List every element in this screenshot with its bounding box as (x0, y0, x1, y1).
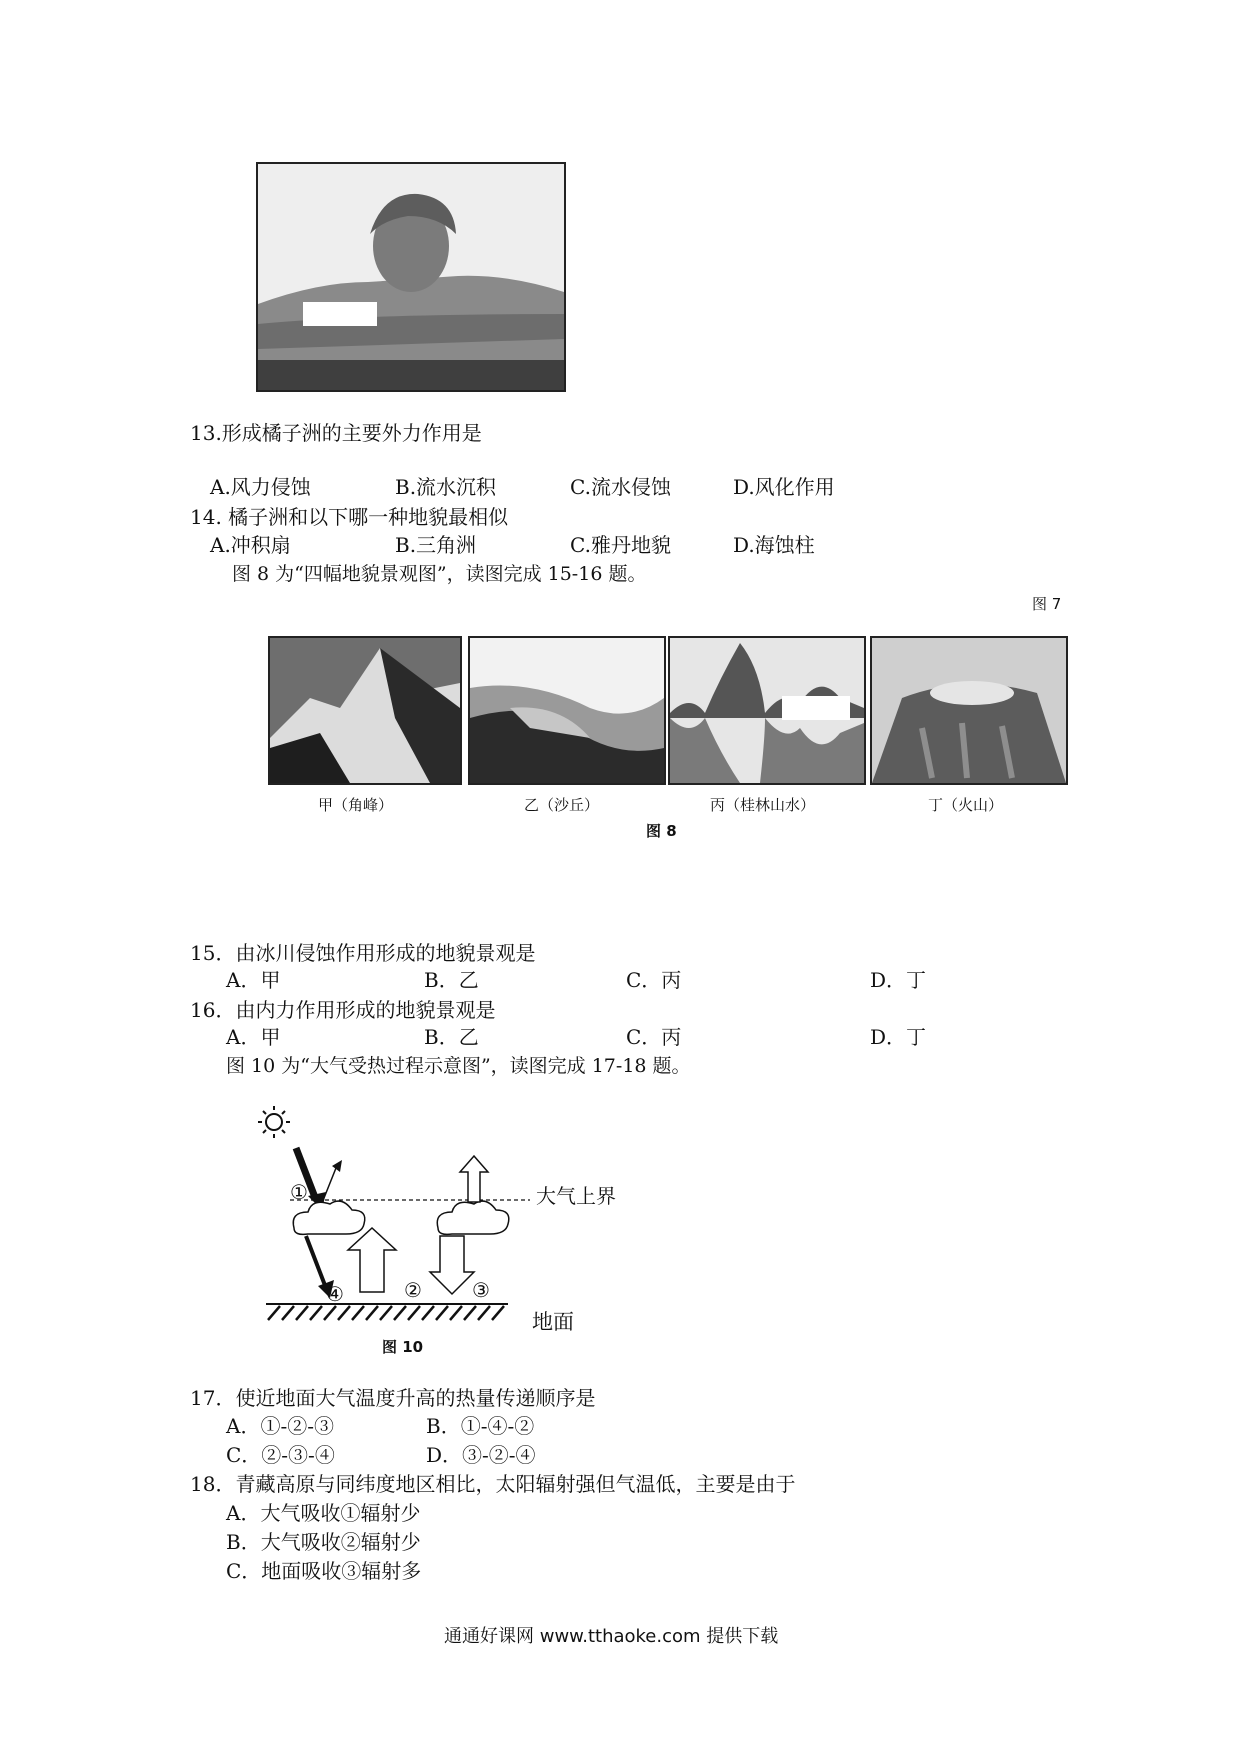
volcano-drawing (872, 638, 1066, 783)
arrow-3 (430, 1236, 474, 1294)
q14-option-d[interactable]: D.海蚀柱 (733, 533, 815, 557)
q17-option-a[interactable]: A．①-②-③ (226, 1414, 334, 1438)
q14-option-c[interactable]: C.雅丹地貌 (570, 533, 671, 557)
sun-icon (258, 1106, 290, 1138)
q13-option-d[interactable]: D.风化作用 (733, 475, 835, 499)
caption-bing: 丙（桂林山水） (710, 796, 816, 814)
question-16: 16．由内力作用形成的地貌景观是 (190, 998, 496, 1022)
question-14: 14. 橘子洲和以下哪一种地貌最相似 (190, 505, 509, 529)
label-2: ② (404, 1278, 422, 1302)
question-13: 13.形成橘子洲的主要外力作用是 (190, 421, 482, 445)
arrow-upward-right (460, 1156, 488, 1202)
sand-dune-drawing (470, 638, 664, 783)
ground-hatch (268, 1306, 504, 1320)
q18-option-b[interactable]: B．大气吸收②辐射少 (226, 1530, 421, 1554)
caption-ding: 丁（火山） (928, 796, 1004, 814)
q17-option-b[interactable]: B．①-④-② (426, 1414, 535, 1438)
figure-7-label: 图 7 (1032, 595, 1062, 613)
arrow-4 (306, 1236, 326, 1288)
caption-yi: 乙（沙丘） (524, 796, 600, 814)
figure-10-svg (250, 1100, 650, 1370)
figure-10-diagram (250, 1100, 650, 1370)
q18-option-c[interactable]: C．地面吸收③辐射多 (226, 1559, 422, 1583)
q13-option-b[interactable]: B.流水沉积 (395, 475, 497, 499)
statue-photo (256, 162, 566, 392)
q17-option-d[interactable]: D．③-②-④ (426, 1443, 536, 1467)
q13-option-c[interactable]: C.流水侵蚀 (570, 475, 671, 499)
q16-option-a[interactable]: A．甲 (226, 1025, 281, 1049)
q15-option-b[interactable]: B．乙 (424, 968, 479, 992)
intro-15-16: 图 8 为“四幅地貌景观图”，读图完成 15-16 题。 (232, 563, 647, 585)
intro-17-18: 图 10 为“大气受热过程示意图”，读图完成 17-18 题。 (226, 1055, 691, 1077)
question-17: 17．使近地面大气温度升高的热量传递顺序是 (190, 1386, 596, 1410)
figure-8-title: 图 8 (646, 822, 677, 840)
photo-horn-peak (268, 636, 462, 785)
q18-option-a[interactable]: A．大气吸收①辐射少 (226, 1501, 421, 1525)
figure-10-title: 图 10 (382, 1338, 424, 1356)
cloud-left (293, 1201, 365, 1234)
question-15: 15．由冰川侵蚀作用形成的地貌景观是 (190, 941, 536, 965)
q14-option-b[interactable]: B.三角洲 (395, 533, 477, 557)
q15-option-d[interactable]: D．丁 (870, 968, 927, 992)
atmosphere-top-label: 大气上界 (536, 1184, 616, 1208)
footer-text: 通通好课网 www.tthaoke.com 提供下载 (444, 1626, 779, 1647)
label-4: ④ (326, 1282, 344, 1306)
question-18: 18．青藏高原与同纬度地区相比，太阳辐射强但气温低，主要是由于 (190, 1472, 796, 1496)
q16-option-c[interactable]: C．丙 (626, 1025, 682, 1049)
q14-option-a[interactable]: A.冲积扇 (210, 533, 291, 557)
photo-guilin-landscape (668, 636, 866, 785)
photo-sand-dune (468, 636, 666, 785)
label-3: ③ (472, 1278, 490, 1302)
statue-photo-drawing (258, 164, 564, 390)
label-1: ① (290, 1180, 308, 1204)
q13-option-a[interactable]: A.风力侵蚀 (210, 475, 311, 499)
photo-volcano (870, 636, 1068, 785)
horn-peak-drawing (270, 638, 460, 783)
q15-option-a[interactable]: A．甲 (226, 968, 281, 992)
q16-option-b[interactable]: B．乙 (424, 1025, 479, 1049)
arrow-2 (348, 1228, 396, 1292)
q17-option-c[interactable]: C．②-③-④ (226, 1443, 335, 1467)
q16-option-d[interactable]: D．丁 (870, 1025, 927, 1049)
guilin-drawing (670, 638, 864, 783)
q15-option-c[interactable]: C．丙 (626, 968, 682, 992)
cloud-right (437, 1201, 509, 1234)
caption-jia: 甲（角峰） (318, 796, 394, 814)
ground-label: 地面 (532, 1310, 574, 1334)
